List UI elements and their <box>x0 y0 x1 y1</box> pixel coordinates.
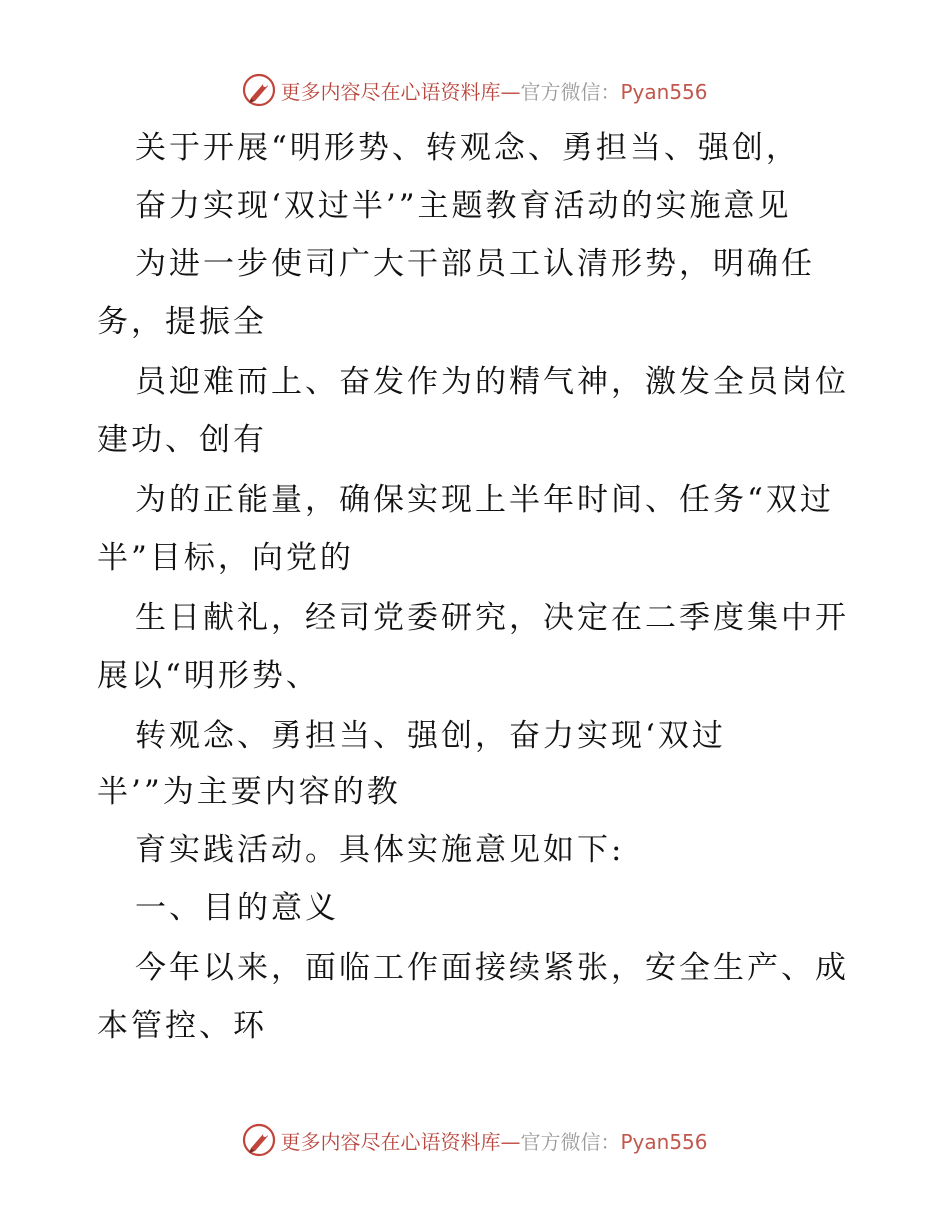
watermark-text <box>280 76 707 105</box>
paragraph-line: 务，提振全 <box>97 304 267 340</box>
paragraph-line: 展以“明形势、 <box>97 658 320 694</box>
paragraph-line: 本管控、环 <box>97 1008 267 1044</box>
watermark-dash: — <box>500 79 521 104</box>
header-watermark <box>0 70 950 110</box>
paragraph-line: 为进一步使司广大干部员工认清形势，明确任 <box>135 246 815 282</box>
pen-logo-icon <box>242 1123 276 1157</box>
watermark-main-text: 更多内容尽在心语资料库 <box>280 1129 501 1154</box>
paragraph-line: 生日献礼，经司党委研究，决定在二季度集中开 <box>135 600 849 636</box>
watermark-text <box>280 1126 707 1155</box>
paragraph-line: 转观念、勇担当、强创，奋力实现‘双过 <box>135 718 726 754</box>
watermark-main-text: 更多内容尽在心语资料库 <box>280 79 501 104</box>
paragraph-line: 半’”为主要内容的教 <box>97 774 401 810</box>
watermark-dash: — <box>500 1129 521 1154</box>
watermark-wechat-id: Pyan556 <box>620 1129 708 1154</box>
pen-logo-icon <box>242 73 276 107</box>
paragraph-line: 半”目标，向党的 <box>97 540 354 576</box>
paragraph-line: 育实践活动。具体实施意见如下: <box>135 832 625 868</box>
paragraph-line: 今年以来，面临工作面接续紧张，安全生产、成 <box>135 950 849 986</box>
title-line-1: 关于开展“明形势、转观念、勇担当、强创， <box>135 130 800 166</box>
watermark-wechat-id: Pyan556 <box>620 79 708 104</box>
title-line-2: 奋力实现‘双过半’”主题教育活动的实施意见 <box>135 188 792 224</box>
paragraph-line: 为的正能量，确保实现上半年时间、任务“双过 <box>135 482 834 518</box>
footer-watermark <box>0 1120 950 1160</box>
paragraph-line: 建功、创有 <box>97 422 267 458</box>
section-heading: 一、目的意义 <box>135 890 339 926</box>
paragraph-line: 员迎难而上、奋发作为的精气神，激发全员岗位 <box>135 364 849 400</box>
watermark-label: 官方微信： <box>520 1129 621 1154</box>
watermark-label: 官方微信： <box>520 79 621 104</box>
